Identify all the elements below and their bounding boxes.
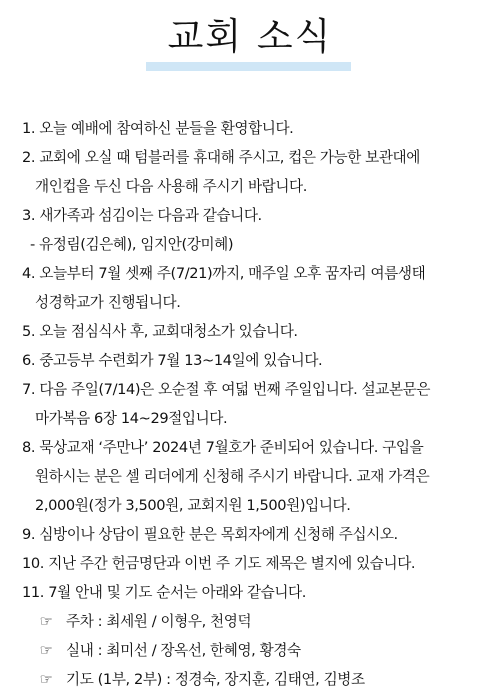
notice-line: 4. 오늘부터 7월 셋째 주(7/21)까지, 매주일 오후 꿈자리 여름생태 — [22, 265, 426, 282]
title-block — [0, 14, 500, 60]
pointing-hand-icon: ☞ — [39, 613, 53, 630]
notice-item-2 — [22, 143, 492, 201]
pointing-hand-icon: ☞ — [39, 671, 53, 688]
pointing-hand-icon: ☞ — [39, 642, 53, 659]
notice-list — [22, 114, 492, 694]
page-title: 교회 소식 — [167, 15, 333, 58]
notice-item-1 — [22, 114, 492, 143]
notice-line: 1. 오늘 예배에 참여하신 분들을 환영합니다. — [22, 120, 294, 137]
schedule-list — [22, 607, 492, 694]
notice-line: 3. 새가족과 섬김이는 다음과 같습니다. — [22, 207, 262, 224]
schedule-text: 실내 : 최미선 / 장옥선, 한혜영, 황경숙 — [66, 642, 301, 659]
notice-item-6 — [22, 346, 492, 375]
notice-line: 8. 묵상교재 ‘주만나’ 2024년 7월호가 준비되어 있습니다. 구입을 — [22, 439, 424, 456]
notice-item-5 — [22, 317, 492, 346]
notice-line-continued: 개인컵을 두신 다음 사용해 주시기 바랍니다. — [35, 178, 307, 195]
notice-line: 2. 교회에 오실 때 텀블러를 휴대해 주시고, 컵은 가능한 보관대에 — [22, 149, 420, 166]
notice-item-4 — [22, 259, 492, 317]
notice-item-11 — [22, 578, 492, 607]
schedule-item-parking — [22, 607, 492, 636]
title-underline-bar — [146, 62, 351, 71]
notice-line: 7. 다음 주일(7/14)은 오순절 후 여덟 번째 주일입니다. 설교본문은 — [22, 381, 431, 398]
new-family-names: - 유정림(김은혜), 임지안(강미혜) — [30, 236, 234, 253]
notice-line-continued: 마가복음 6장 14~29절입니다. — [35, 410, 228, 427]
schedule-text: 주차 : 최세원 / 이형우, 천영덕 — [66, 613, 252, 630]
notice-line-continued: 성경학교가 진행됩니다. — [35, 294, 181, 311]
notice-line: 10. 지난 주간 헌금명단과 이번 주 기도 제목은 별지에 있습니다. — [22, 555, 416, 572]
notice-line: 5. 오늘 점심식사 후, 교회대청소가 있습니다. — [22, 323, 298, 340]
notice-item-8 — [22, 433, 492, 520]
notice-line: 11. 7월 안내 및 기도 순서는 아래와 같습니다. — [22, 584, 306, 601]
notice-line: 6. 중고등부 수련회가 7월 13~14일에 있습니다. — [22, 352, 323, 369]
notice-item-7 — [22, 375, 492, 433]
schedule-item-prayer — [22, 665, 492, 694]
notice-line-continued: 2,000원(정가 3,500원, 교회지원 1,500원)입니다. — [35, 497, 351, 514]
notice-line: 9. 심방이나 상담이 필요한 분은 목회자에게 신청해 주십시오. — [22, 526, 398, 543]
notice-item-9 — [22, 520, 492, 549]
notice-item-3 — [22, 201, 492, 259]
notice-line-continued: 원하시는 분은 셀 리더에게 신청해 주시기 바랍니다. 교재 가격은 — [35, 468, 430, 485]
notice-item-10 — [22, 549, 492, 578]
schedule-item-indoor — [22, 636, 492, 665]
schedule-text: 기도 (1부, 2부) : 정경숙, 장지훈, 김태연, 김병조 — [66, 671, 365, 688]
